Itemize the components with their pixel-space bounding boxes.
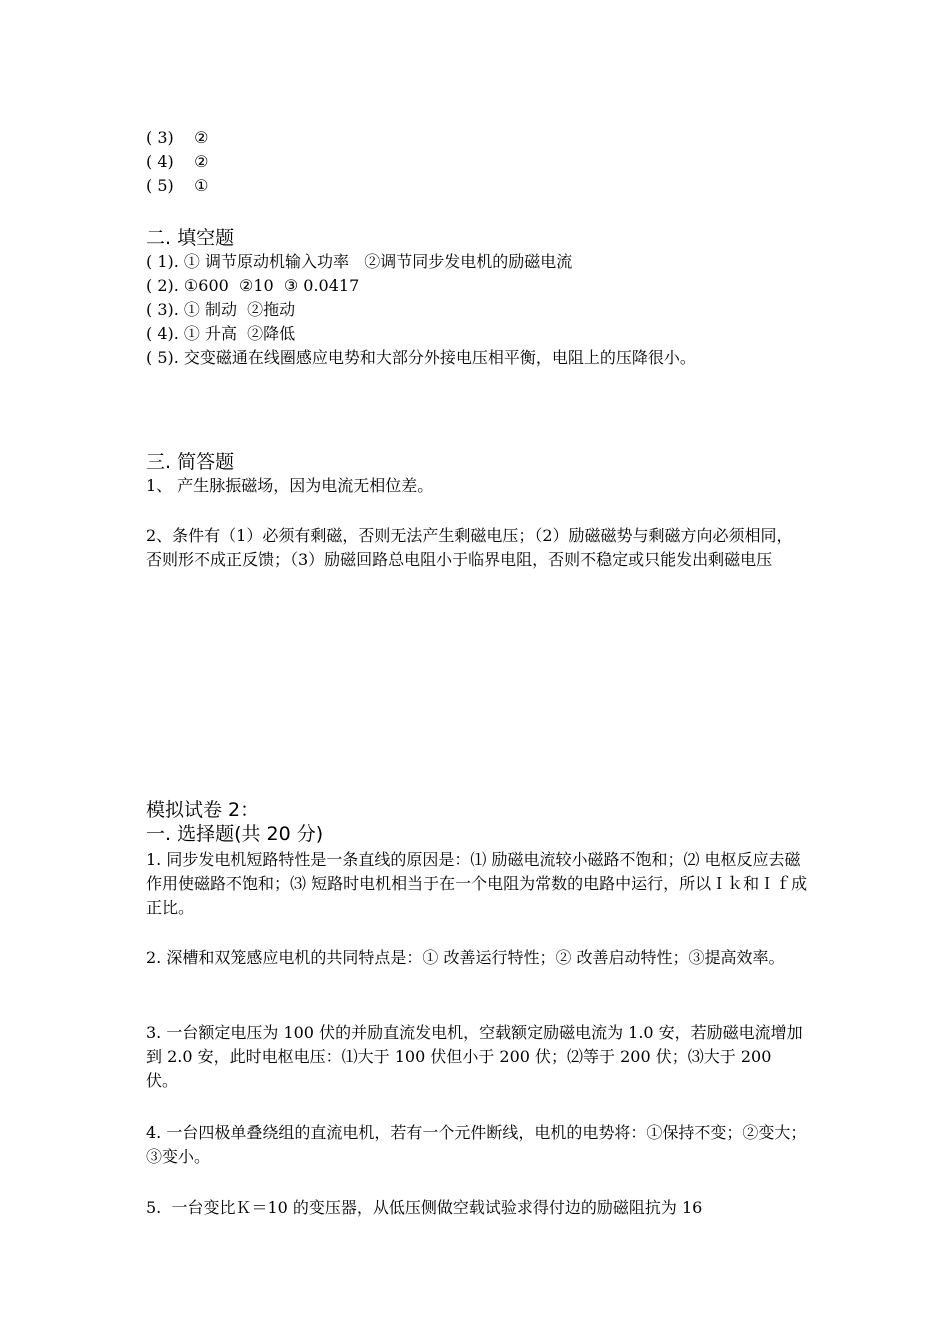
question-1 xyxy=(146,848,808,920)
answer-line: ( 3). ① 制动 ②拖动 xyxy=(146,300,296,319)
answer-line: ( 4) ② xyxy=(146,152,209,171)
question-text: 2. 深槽和双笼感应电机的共同特点是：① 改善运行特性；② 改善启动特性；③提高效率。 xyxy=(146,948,785,967)
answer-line: ( 5). 交变磁通在线圈感应电势和大部分外接电压相平衡，电阻上的压降很小。 xyxy=(146,348,696,367)
section-fill-in xyxy=(146,226,816,370)
question-text: 4. 一台四极单叠绕组的直流电机，若有一个元件断线，电机的电势将：①保持不变；②变大；③变小。 xyxy=(146,1123,807,1166)
answers-tail xyxy=(146,126,816,198)
answer-line: ( 1). ① 调节原动机输入功率 ②调节同步发电机的励磁电流 xyxy=(146,252,573,271)
question-text: 1. 同步发电机短路特性是一条直线的原因是：⑴ 励磁电流较小磁路不饱和；⑵ 电枢反应去磁作用使磁路不饱和；⑶ 短路时电机相当于在一个电阻为常数的电路中运行，所以Ｉｋ和Ｉｆ成正比。 xyxy=(146,850,808,917)
section-short-answer xyxy=(146,450,816,498)
question-2 xyxy=(146,946,808,970)
answer-paragraph: 1、 产生脉振磁场，因为电流无相位差。 xyxy=(146,476,434,495)
answer-line: ( 5) ① xyxy=(146,176,209,195)
answer-paragraph: 2、条件有（1）必须有剩磁，否则无法产生剩磁电压；（2）励磁磁势与剩磁方向必须相同，否则形不成正反馈；（3）励磁回路总电阻小于临界电阻，否则不稳定或只能发出剩磁电压 xyxy=(146,526,793,569)
section-heading: 二. 填空题 xyxy=(146,227,235,249)
answer-line: ( 3) ② xyxy=(146,128,209,147)
question-4 xyxy=(146,1121,808,1169)
section-heading: 三. 简答题 xyxy=(146,451,235,473)
answer-line: ( 4). ① 升高 ②降低 xyxy=(146,324,296,343)
exam2-header xyxy=(146,798,816,846)
question-5 xyxy=(146,1196,816,1220)
section-heading: 一. 选择题(共 20 分) xyxy=(146,823,324,845)
question-3 xyxy=(146,1021,808,1093)
answer-line: ( 2). ①600 ②10 ③ 0.0417 xyxy=(146,276,360,295)
short-answer-2 xyxy=(146,524,808,572)
question-text: 3. 一台额定电压为 100 伏的并励直流发电机，空载额定励磁电流为 1.0 安，若励磁电流增加到 2.0 安，此时电枢电压：⑴大于 100 伏但小于 200 伏；⑵等于 200 伏；⑶大于 200 伏。 xyxy=(146,1023,803,1090)
question-text: 5. 一台变比Ｋ＝10 的变压器，从低压侧做空载试验求得付边的励磁阻抗为 16 xyxy=(146,1198,703,1217)
exam-title: 模拟试卷 2： xyxy=(146,799,260,821)
